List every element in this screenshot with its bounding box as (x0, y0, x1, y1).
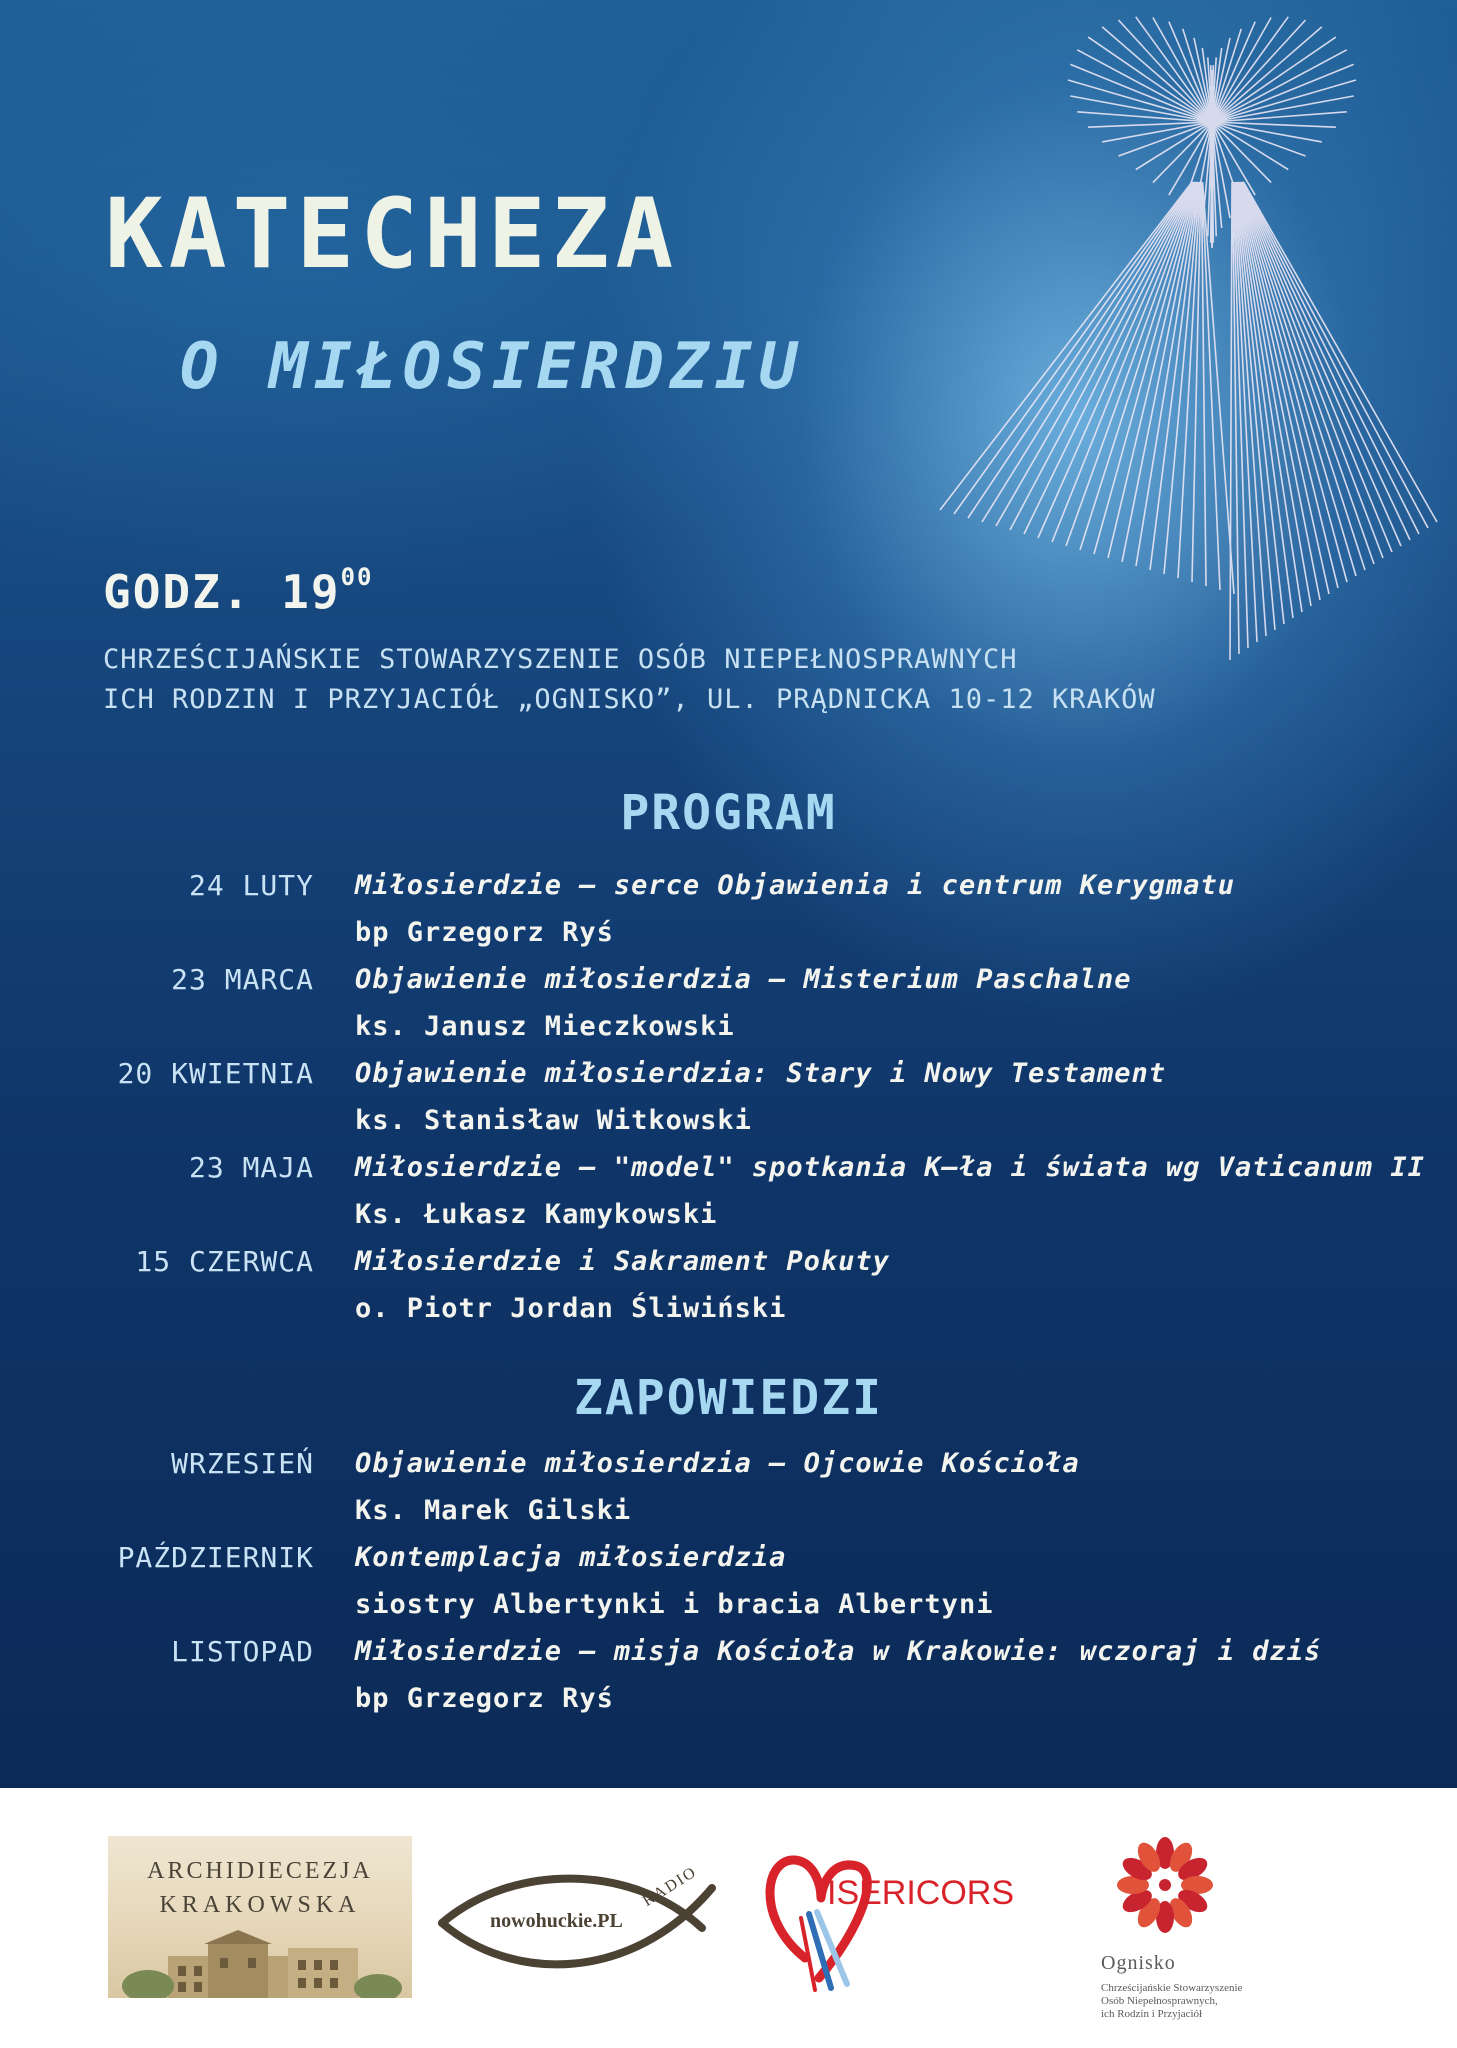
program-heading: PROGRAM (620, 785, 837, 841)
archidiecezja-logo-line-2: KRAKOWSKA (159, 1892, 361, 1918)
program-entry (0, 956, 1457, 1050)
misericors-logo (765, 1838, 1045, 1998)
misericors-heart-icon (765, 1838, 1045, 1998)
entry-date: LISTOPAD (171, 1635, 314, 1668)
zapowiedz-entry (0, 1628, 1457, 1722)
program-entry (0, 1050, 1457, 1144)
event-time-minutes: 00 (340, 563, 374, 591)
radio-label: RADIO (639, 1863, 701, 1910)
entry-date: 23 MARCA (171, 963, 314, 996)
venue-line-1: CHRZEŚCIJAŃSKIE STOWARZYSZENIE OSÓB NIEPEŁNOSPRAWNYCH (103, 644, 1018, 675)
entry-speaker: ks. Stanisław Witkowski (355, 1105, 752, 1136)
entry-topic: Miłosierdzie – serce Objawienia i centrum Kerygmatu (355, 870, 1236, 901)
archidiecezja-krakowska-logo (108, 1836, 412, 1998)
entry-date: 15 CZERWCA (135, 1245, 314, 1278)
entry-speaker: bp Grzegorz Ryś (355, 917, 614, 948)
entry-date: WRZESIEŃ (171, 1447, 314, 1480)
radio-site-name: nowohuckie.PL (490, 1910, 623, 1932)
entry-date: 20 KWIETNIA (117, 1057, 314, 1090)
zapowiedzi-list (0, 1440, 1457, 1722)
program-entry (0, 1238, 1457, 1332)
ognisko-logo (1085, 1830, 1345, 2020)
program-entry (0, 862, 1457, 956)
title-katecheza: KATECHEZA (105, 178, 680, 290)
entry-topic: Kontemplacja miłosierdzia (355, 1542, 787, 1573)
program-entry (0, 1144, 1457, 1238)
entry-topic: Objawienie miłosierdzia: Stary i Nowy Testament (355, 1058, 1167, 1089)
misericors-word: ISERICORS (827, 1874, 1015, 1912)
entry-date: 23 MAJA (188, 1151, 314, 1184)
ognisko-name: Ognisko (1101, 1952, 1176, 1974)
entry-speaker: Ks. Marek Gilski (355, 1495, 632, 1526)
entry-speaker: siostry Albertynki i bracia Albertyni (355, 1589, 994, 1620)
sponsor-logos-strip (0, 1788, 1457, 2048)
program-list (0, 862, 1457, 1332)
ognisko-desc-line-1: Chrześcijańskie Stowarzyszenie (1101, 1982, 1243, 1994)
title-o-milosierdziu: O MIŁOSIERDZIU (180, 330, 804, 404)
zapowiedz-entry (0, 1440, 1457, 1534)
entry-topic: Miłosierdzie – "model" spotkania K–ła i świata wg Vaticanum II (355, 1152, 1425, 1183)
entry-date: PAŹDZIERNIK (117, 1541, 314, 1574)
entry-topic: Objawienie miłosierdzia – Ojcowie Kościoła (355, 1448, 1080, 1479)
event-time (103, 565, 373, 619)
entry-topic: Miłosierdzie – misja Kościoła w Krakowie: wczoraj i dziś (355, 1636, 1322, 1667)
zapowiedzi-heading: ZAPOWIEDZI (574, 1370, 883, 1426)
entry-topic: Objawienie miłosierdzia – Misterium Paschalne (355, 964, 1132, 995)
entry-speaker: o. Piotr Jordan Śliwiński (355, 1293, 787, 1324)
radio-nowohuckie-logo (432, 1848, 732, 1998)
entry-date: 24 LUTY (188, 869, 314, 902)
event-time-hour: GODZ. 19 (103, 565, 341, 619)
entry-speaker: Ks. Łukasz Kamykowski (355, 1199, 718, 1230)
ognisko-desc-line-2: Osób Niepełnosprawnych, (1101, 1995, 1218, 2007)
entry-speaker: bp Grzegorz Ryś (355, 1683, 614, 1714)
entry-speaker: ks. Janusz Mieczkowski (355, 1011, 735, 1042)
ognisko-desc-line-3: ich Rodzin i Przyjaciół (1101, 2008, 1203, 2020)
building-icon (108, 1928, 412, 1998)
zapowiedz-entry (0, 1534, 1457, 1628)
ognisko-flower-icon (1105, 1830, 1225, 1940)
venue-address (103, 640, 1303, 720)
archidiecezja-logo-line-1: ARCHIDIECEZJA (147, 1858, 373, 1884)
entry-topic: Miłosierdzie i Sakrament Pokuty (355, 1246, 890, 1277)
ognisko-description (1101, 1982, 1341, 2021)
venue-line-2: ICH RODZIN I PRZYJACIÓŁ „OGNISKO”, UL. PRĄDNICKA 10-12 KRAKÓW (103, 684, 1156, 715)
